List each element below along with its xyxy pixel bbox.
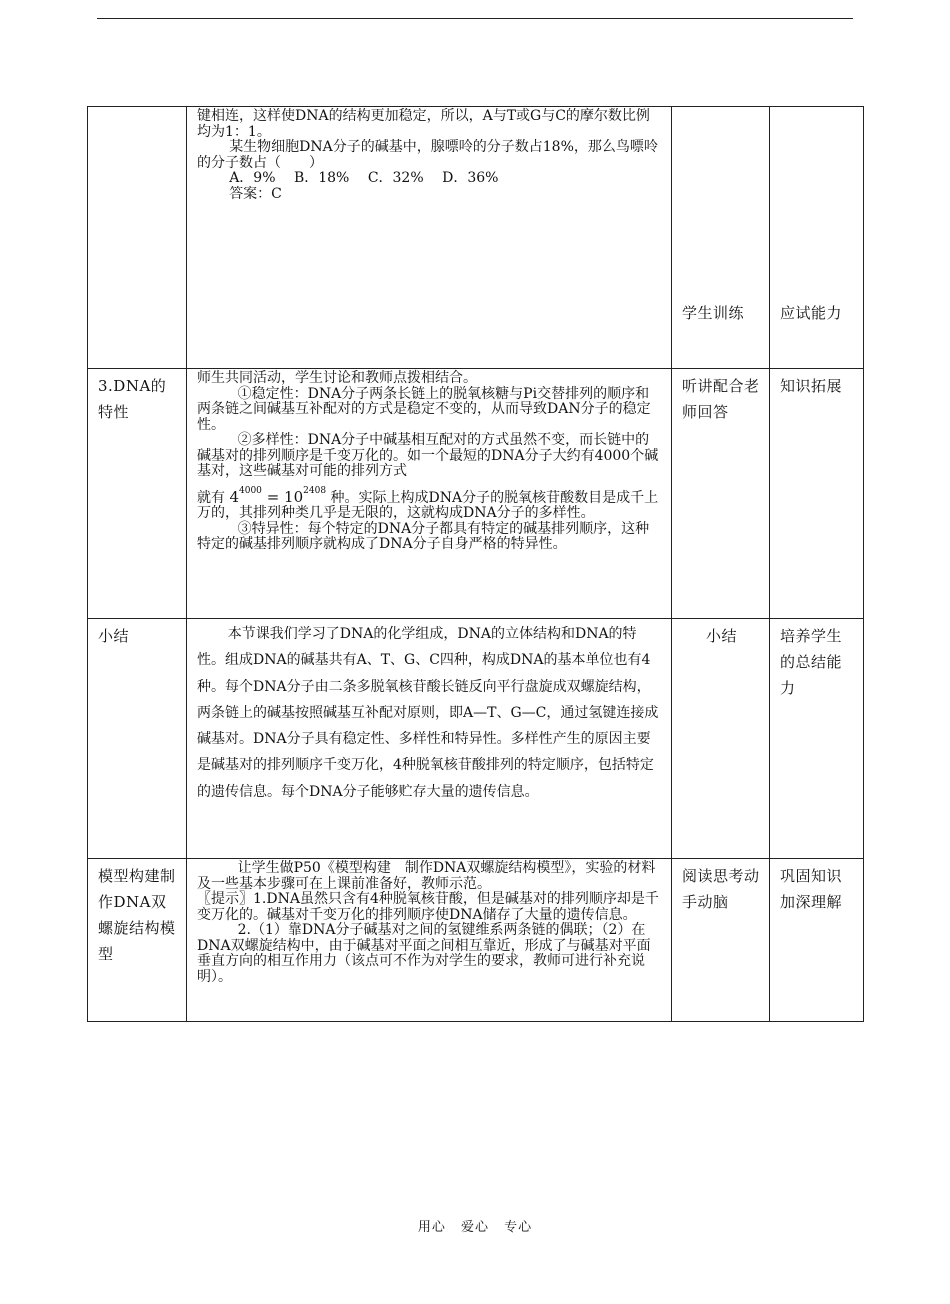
content-cell	[187, 369, 672, 619]
content-paragraph: ①稳定性：DNA分子两条长链上的脱氧核糖与Pi交替排列的顺序和两条链之间碱基互补配对的方式是稳定不变的，从而导致DAN分子的稳定性。	[197, 385, 651, 433]
activity-cell: 小结	[672, 619, 770, 859]
section-cell: 模型构建制作DNA双螺旋结构模型	[88, 859, 187, 1022]
formula-prefix: 就有	[197, 489, 225, 506]
purpose-cell: 培养学生的总结能力	[770, 619, 864, 859]
footer-word: 用心	[417, 1220, 446, 1235]
table-row	[88, 107, 864, 369]
content-paragraph: 种。实际上构成DNA分子的脱氧核苷酸数目是成千上万的，其排列种类几乎是无限的，这就构成DNA分子的多样性。	[197, 489, 659, 521]
formula-line	[197, 484, 663, 522]
content-cell	[187, 619, 672, 859]
activity-text: 学生训练	[682, 304, 745, 322]
purpose-cell: 知识拓展	[770, 369, 864, 619]
table-row	[88, 369, 864, 619]
activity-cell	[672, 107, 770, 369]
answer-text: 答案：C	[229, 185, 282, 202]
activity-cell: 阅读思考动手动脑	[672, 859, 770, 1022]
formula-exponent: 4000	[239, 485, 262, 496]
content-paragraph: 2.（1）靠DNA分子碱基对之间的氢键维系两条链的偶联；（2）在DNA双螺旋结构中，由于碱基对平面之间相互靠近，形成了与碱基对平面垂直方向的相互作用力（该点可不作为对学生的要求，教师可进行补充说明）。	[197, 922, 651, 985]
hint-paragraph: 〖提示〗1.DNA虽然只含有4种脱氧核苷酸，但是碱基对的排列顺序却是千变万化的。碱基对千变万化的排列顺序使DNA储存了大量的遗传信息。	[197, 891, 659, 923]
content-paragraph: 师生共同活动，学生讨论和教师点拨相结合。	[197, 370, 477, 386]
formula-base: 10	[284, 487, 304, 506]
formula-exponent: 2408	[303, 485, 327, 496]
answer-options: A．9% B．18% C．32% D．36%	[229, 170, 499, 186]
content-paragraph: 让学生做P50《模型构建 制作DNA双螺旋结构模型》，实验的材料及一些基本步骤可在上课前准备好，教师示范。	[197, 860, 656, 892]
content-cell	[187, 859, 672, 1022]
header-rule	[97, 18, 853, 19]
content-paragraph: 键相连，这样使DNA的结构更加稳定，所以，A与T或G与C的摩尔数比例均为1：1。	[197, 108, 650, 140]
footer-word: 专心	[504, 1220, 533, 1235]
content-cell	[187, 107, 672, 369]
content-paragraph: ②多样性：DNA分子中碱基相互配对的方式虽然不变，而长链中的碱基对的排列顺序是千变万化的。如一个最短的DNA分子大约有4000个碱基对，这些碱基对可能的排列方式	[197, 432, 659, 479]
purpose-text: 应试能力	[780, 304, 843, 322]
table-row	[88, 859, 864, 1022]
summary-paragraph: 本节课我们学习了DNA的化学组成，DNA的立体结构和DNA的特性。组成DNA的碱基共有A、T、G、C四种，构成DNA的基本单位也有4种。每个DNA分子由二条多脱氧核苷酸长链反向平行盘旋成双螺旋结构，两条链上的碱基按照碱基互补配对原则，即A—T、G—C，通过氢键连接成碱基对。DNA分子具有稳定性、多样性和特异性。多样性产生的原因主要是碱基对的排列顺序千变万化，4种脱氧核苷酸排列的特定顺序，包括特定的遗传信息。每个DNA分子能够贮存大量的遗传信息。	[197, 626, 659, 800]
question-text: 某生物细胞DNA分子的碱基中，腺嘌呤的分子数占18%，那么鸟嘌呤的分子数占（ ）	[197, 139, 658, 171]
formula-equals: =	[266, 487, 280, 506]
section-cell: 3.DNA的特性	[88, 369, 187, 619]
purpose-cell	[770, 107, 864, 369]
purpose-cell: 巩固知识加深理解	[770, 859, 864, 1022]
page-footer	[0, 1216, 950, 1235]
lesson-plan-table	[87, 106, 864, 1022]
section-cell: 小结	[88, 619, 187, 859]
footer-word: 爱心	[460, 1220, 489, 1235]
formula	[229, 485, 327, 506]
formula-base: 4	[229, 487, 239, 506]
table-row	[88, 619, 864, 859]
activity-cell: 听讲配合老师回答	[672, 369, 770, 619]
section-cell	[88, 107, 187, 369]
content-paragraph: ③特异性：每个特定的DNA分子都具有特定的碱基排列顺序，这种特定的碱基排列顺序就构成了DNA分子自身严格的特异性。	[197, 520, 650, 552]
